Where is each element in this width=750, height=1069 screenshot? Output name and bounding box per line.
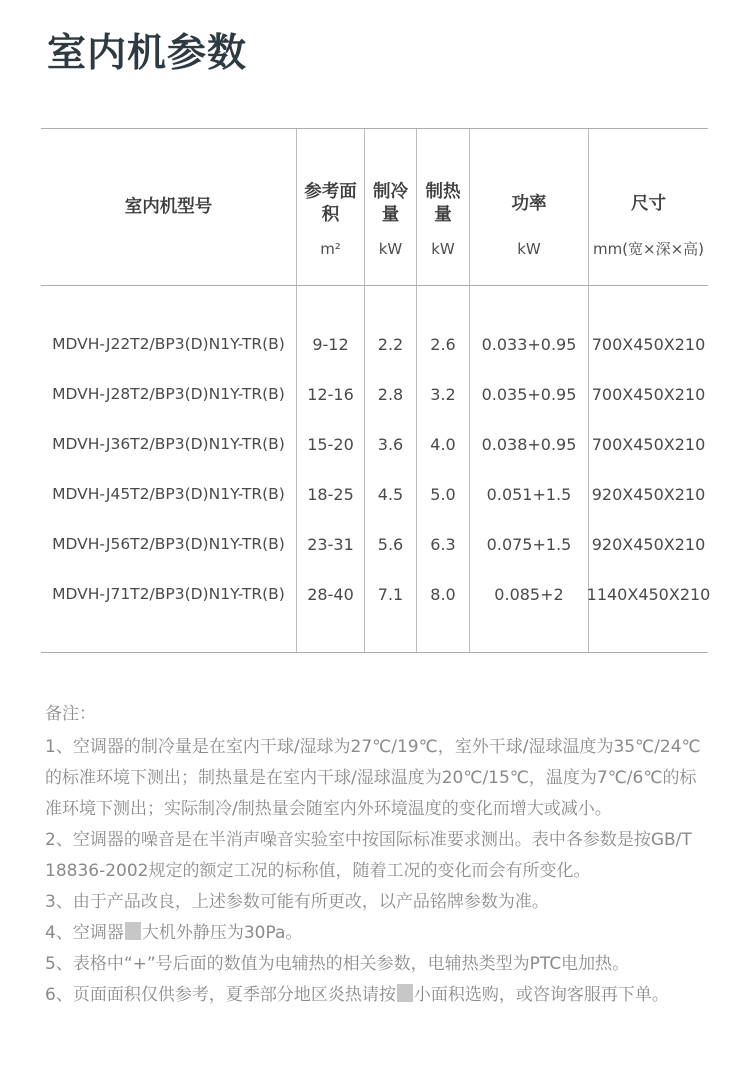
note-text: 3、由于产品改良，上述参数可能有所更改，以产品铭牌参数为准。	[45, 892, 549, 912]
table-spacer	[469, 619, 588, 652]
table-spacer	[364, 619, 416, 652]
note-item	[45, 887, 713, 918]
cell-power: 0.075+1.5	[469, 519, 588, 569]
redacted-block	[397, 984, 413, 1002]
cell-power: 0.033+0.95	[469, 319, 588, 369]
cell-size: 700X450X210	[588, 369, 708, 419]
column-label: 参考面积	[304, 182, 357, 225]
column-label: 功率	[511, 193, 547, 214]
spec-table	[41, 128, 711, 653]
note-text: 小面积选购，或咨询客服再下单。	[413, 985, 669, 1005]
cell-model: MDVH-J28T2/BP3(D)N1Y-TR(B)	[52, 385, 285, 403]
column-unit: kW	[431, 240, 455, 258]
column-header-size	[588, 129, 708, 286]
cell-area: 9-12	[296, 319, 364, 369]
cell-heating: 2.6	[416, 319, 469, 369]
column-unit: mm(宽×深×高)	[592, 240, 705, 258]
cell-cooling: 3.6	[364, 419, 416, 469]
cell-cooling: 2.2	[364, 319, 416, 369]
cell-model: MDVH-J22T2/BP3(D)N1Y-TR(B)	[52, 335, 285, 353]
column-header-cooling	[364, 129, 416, 286]
table-spacer	[588, 286, 708, 319]
column-header-heating	[416, 129, 469, 286]
column-unit: kW	[378, 240, 403, 258]
note-item	[45, 732, 713, 825]
cell-cooling: 5.6	[364, 519, 416, 569]
cell-size: 1140X450X210	[588, 569, 708, 619]
note-text: 6、页面面积仅供参考，夏季部分地区炎热请按	[45, 985, 396, 1005]
note-text: 大机外静压为30Pa。	[141, 923, 303, 943]
cell-heating: 5.0	[416, 469, 469, 519]
cell-area: 23-31	[296, 519, 364, 569]
column-header-power	[469, 129, 588, 286]
table-spacer	[416, 619, 469, 652]
cell-size: 920X450X210	[588, 469, 708, 519]
cell-cooling: 4.5	[364, 469, 416, 519]
notes-section	[45, 699, 713, 1011]
cell-heating: 8.0	[416, 569, 469, 619]
table-spacer	[296, 286, 364, 319]
column-label: 制冷量	[373, 182, 408, 225]
table-spacer	[588, 619, 708, 652]
cell-size: 700X450X210	[588, 319, 708, 369]
column-label: 尺寸	[631, 193, 666, 214]
column-unit: m²	[320, 240, 341, 258]
note-text: 5、表格中“+”号后面的数值为电辅热的相关参数，电辅热类型为PTC电加热。	[45, 954, 630, 974]
table-spacer	[364, 286, 416, 319]
cell-area: 28-40	[296, 569, 364, 619]
table-spacer	[416, 286, 469, 319]
table-spacer	[41, 619, 296, 652]
note-item	[45, 825, 713, 887]
table-spacer	[296, 619, 364, 652]
cell-model: MDVH-J71T2/BP3(D)N1Y-TR(B)	[52, 585, 285, 603]
cell-model: MDVH-J36T2/BP3(D)N1Y-TR(B)	[52, 435, 285, 453]
cell-area: 12-16	[296, 369, 364, 419]
redacted-block	[125, 922, 141, 940]
column-label: 室内机型号	[124, 196, 213, 217]
note-text: 1、空调器的制冷量是在室内干球/湿球为27℃/19℃，室外干球/湿球温度为35℃/24℃的标准环境下测出；制热量是在室内干球/湿球温度为20℃/15℃，温度为7℃/6℃的标准环境下测出；实际制冷/制热量会随室内外环境温度的变化而增大或减小。	[45, 737, 701, 819]
cell-heating: 4.0	[416, 419, 469, 469]
cell-power: 0.038+0.95	[469, 419, 588, 469]
table-spacer	[469, 286, 588, 319]
note-item	[45, 918, 713, 949]
notes-heading: 备注：	[45, 704, 96, 724]
cell-area: 15-20	[296, 419, 364, 469]
column-label: 制热量	[425, 182, 461, 225]
column-header-area	[296, 129, 364, 286]
cell-power: 0.035+0.95	[469, 369, 588, 419]
cell-model: MDVH-J45T2/BP3(D)N1Y-TR(B)	[52, 485, 285, 503]
note-item	[45, 949, 713, 980]
cell-area: 18-25	[296, 469, 364, 519]
cell-power: 0.085+2	[469, 569, 588, 619]
cell-cooling: 2.8	[364, 369, 416, 419]
cell-cooling: 7.1	[364, 569, 416, 619]
column-unit: kW	[517, 240, 541, 258]
cell-model: MDVH-J56T2/BP3(D)N1Y-TR(B)	[52, 535, 285, 553]
cell-heating: 6.3	[416, 519, 469, 569]
table-spacer	[41, 286, 296, 319]
column-header-model	[41, 129, 296, 286]
note-item	[45, 980, 713, 1011]
cell-size: 700X450X210	[588, 419, 708, 469]
page-title: 室内机参数	[47, 31, 248, 76]
cell-size: 920X450X210	[588, 519, 708, 569]
note-text: 4、空调器	[45, 923, 124, 943]
cell-power: 0.051+1.5	[469, 469, 588, 519]
cell-heating: 3.2	[416, 369, 469, 419]
note-text: 2、空调器的噪音是在半消声噪音实验室中按国际标准要求测出。表中各参数是按GB/T 18836-2002规定的额定工况的标称值，随着工况的变化而会有所变化。	[45, 830, 692, 881]
